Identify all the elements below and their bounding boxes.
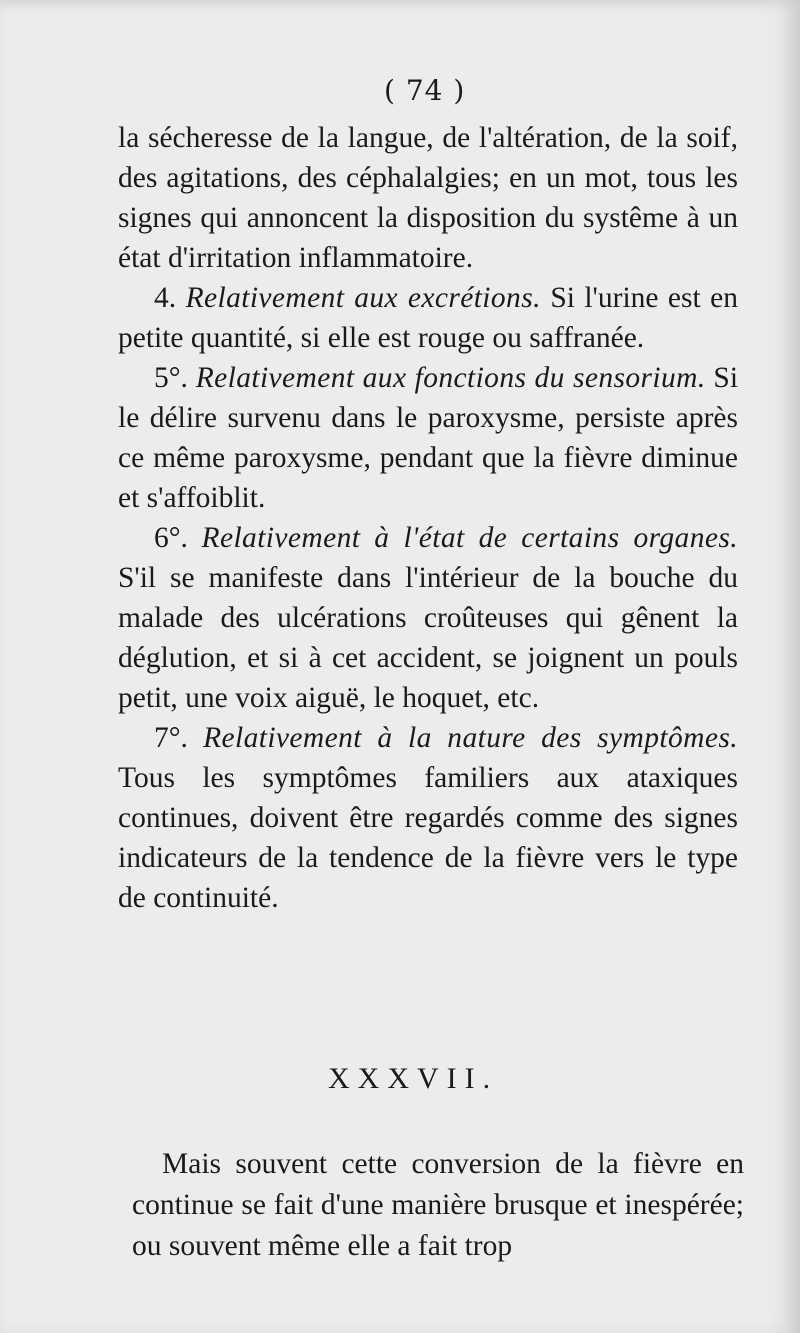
paragraph-continuation [118, 118, 738, 278]
paragraph-heading: Relativement à l'état de certains organes. [201, 522, 738, 554]
section-text [132, 1144, 744, 1267]
paragraph-heading: Relativement aux fonctions du sensorium. [195, 362, 706, 394]
paragraph-number: 7°. [154, 722, 188, 754]
paragraph-sensorium [118, 358, 738, 518]
paragraph-symptomes [118, 718, 738, 918]
paragraph-number: 6°. [154, 522, 188, 554]
paragraph-text: S'il se manifeste dans l'intérieur de la bouche du malade des ulcérations croûteuses qui gênent la déglution, et si à cet accident, se joignent un pouls petit, une voix aiguë, le hoquet, etc. [118, 562, 738, 714]
paragraph-final [132, 1144, 744, 1267]
paragraph-number: 5°. [154, 362, 188, 394]
main-text [118, 118, 738, 918]
paragraph-text: Mais souvent cette conversion de la fièvre en continue se fait d'une manière brusque et inespérée; ou souvent même elle a fait trop [132, 1148, 744, 1262]
paragraph-heading: Relativement à la nature des symptômes. [203, 722, 739, 754]
section-heading: XXXVII. [328, 1062, 499, 1095]
paragraph-text: Si le délire survenu dans le paroxysme, persiste après ce même paroxysme, pendant que la fièvre diminue et s'affoiblit. [118, 362, 739, 514]
paragraph-text: Si l'urine est en petite quantité, si elle est rouge ou saffranée. [118, 282, 738, 354]
page-number: ( 74 ) [384, 74, 466, 107]
paragraph-text: la sécheresse de la langue, de l'altération, de la soif, des agitations, des céphalalgies; en un mot, tous les signes qui annoncent la disposition du systême à un état d'irritation inflammatoire. [118, 122, 738, 274]
paragraph-text: Tous les symptômes familiers aux ataxiques continues, doivent être regardés comme des signes indicateurs de la tendence de la fièvre vers le type de continuité. [118, 762, 738, 914]
paragraph-excretions [118, 278, 738, 358]
paragraph-number: 4. [154, 282, 177, 314]
paragraph-heading: Relativement aux excrétions. [185, 282, 541, 314]
paragraph-organes [118, 518, 738, 718]
